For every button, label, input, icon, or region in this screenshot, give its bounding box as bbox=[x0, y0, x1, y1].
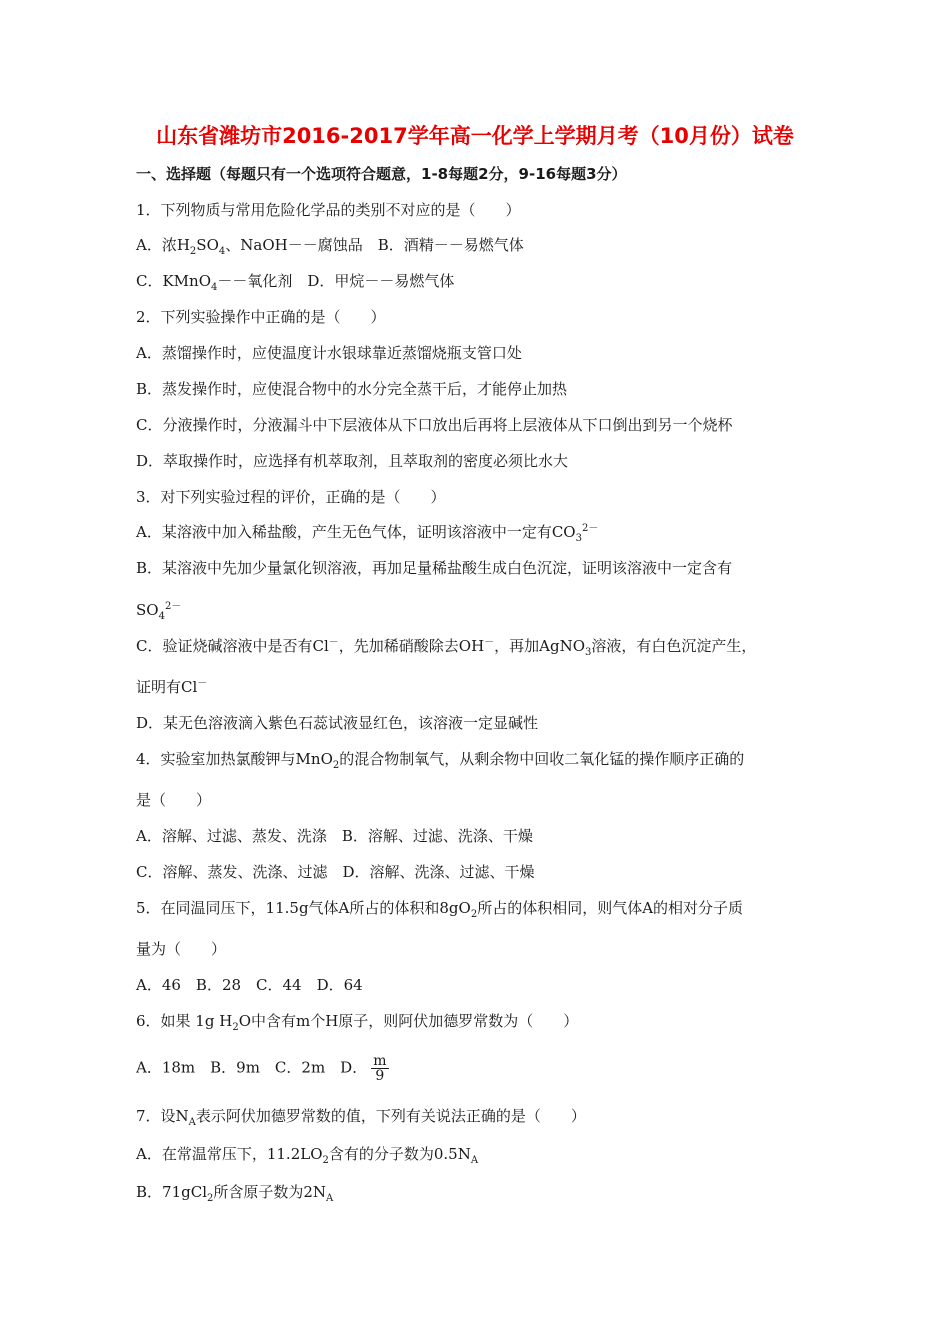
question-6-stem: 6．如果 1g $H_2O$中含有m个H原子，则阿伏加德罗常数为（ ） bbox=[136, 1012, 579, 1033]
question-4-options-ab: A．溶解、过滤、蒸发、洗涤 B．溶解、过滤、洗涤、干燥 bbox=[136, 827, 533, 845]
fraction-m-over-9: $\frac{m}{9}$ bbox=[373, 1053, 387, 1084]
question-3-option-d: D．某无色溶液滴入紫色石蕊试液显红色，该溶液一定显碱性 bbox=[136, 714, 539, 732]
question-1-stem: 1．下列物质与常用危险化学品的类别不对应的是（ ） bbox=[136, 201, 521, 219]
question-3-option-a: A．某溶液中加入稀盐酸，产生无色气体，证明该溶液中一定有$CO_3^{2-}$ bbox=[136, 523, 599, 544]
question-4-options-cd: C．溶解、蒸发、洗涤、过滤 D．溶解、洗涤、过滤、干燥 bbox=[136, 863, 535, 881]
question-7-option-b: B．71gCl$_2$所含原子数为$2N_A$ bbox=[136, 1183, 334, 1204]
section-heading: 一、选择题（每题只有一个选项符合题意，1-8每题2分，9-16每题3分） bbox=[136, 165, 627, 183]
question-1-options-cd: C．KMnO$_4$－－氧化剂 D．甲烷－－易燃气体 bbox=[136, 272, 455, 293]
question-2-option-b: B．蒸发操作时，应使混合物中的水分完全蒸干后，才能停止加热 bbox=[136, 380, 568, 398]
question-2-stem: 2．下列实验操作中正确的是（ ） bbox=[136, 308, 386, 326]
question-1-options-ab: A．浓$H_2SO_4$、NaOH－－腐蚀品 B．酒精－－易燃气体 bbox=[136, 236, 524, 257]
question-3-option-b-cont: $SO_4^{2-}$ bbox=[136, 601, 182, 622]
question-7-stem: 7．设$N_A$表示阿伏加德罗常数的值，下列有关说法正确的是（ ） bbox=[136, 1107, 586, 1128]
question-2-option-d: D．萃取操作时，应选择有机萃取剂，且萃取剂的密度必须比水大 bbox=[136, 452, 569, 470]
question-2-option-a: A．蒸馏操作时，应使温度计水银球靠近蒸馏烧瓶支管口处 bbox=[136, 344, 522, 362]
question-4-stem-cont: 是（ ） bbox=[136, 791, 212, 809]
question-7-option-a: A．在常温常压下，$11.2LO_2$含有的分子数为$0.5N_A$ bbox=[136, 1145, 479, 1166]
question-3-stem: 3．对下列实验过程的评价，正确的是（ ） bbox=[136, 488, 446, 506]
question-3-option-c-cont: 证明有Cl－ bbox=[136, 678, 208, 696]
page-title: 山东省潍坊市2016-2017学年高一化学上学期月考（10月份）试卷 bbox=[156, 124, 794, 148]
question-2-option-c: C．分液操作时，分液漏斗中下层液体从下口放出后再将上层液体从下口倒出到另一个烧杯 bbox=[136, 416, 733, 434]
question-5-stem-cont: 量为（ ） bbox=[136, 940, 227, 958]
question-3-option-c: C．验证烧碱溶液中是否有Cl－，先加稀硝酸除去OH－，再加AgNO$_3$溶液，有白色沉淀产生， bbox=[136, 637, 757, 658]
question-6-options: A．18m B．9m C．2m D． $\frac{m}{9}$ bbox=[136, 1053, 387, 1084]
question-3-option-b: B．某溶液中先加少量氯化钡溶液，再加足量稀盐酸生成白色沉淀，证明该溶液中一定含有 bbox=[136, 559, 733, 577]
question-5-stem: 5．在同温同压下，11.5g气体A所占的体积和$8gO_2$所占的体积相同，则气体A的相对分子质 bbox=[136, 899, 744, 920]
question-5-options: A．46 B．28 C．44 D．64 bbox=[136, 976, 363, 994]
question-4-stem: 4．实验室加热氯酸钾与MnO$_2$的混合物制氧气，从剩余物中回收二氧化锰的操作顺序正确的 bbox=[136, 750, 745, 771]
